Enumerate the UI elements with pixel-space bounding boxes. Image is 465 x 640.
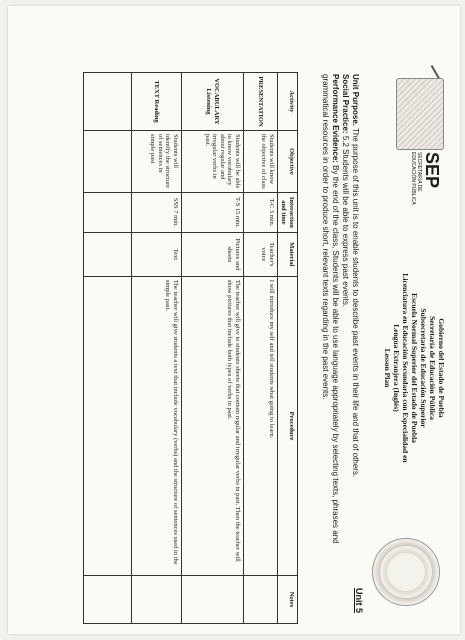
cell-objective — [84, 130, 132, 192]
cell-interaction — [84, 192, 132, 232]
performance-label: Performance Evidence: — [331, 74, 340, 163]
institution-line: Secretaría de Educación Pública — [428, 316, 437, 420]
cell-interaction: T-S 15 min. — [182, 192, 244, 232]
table-row — [132, 73, 182, 624]
performance-text: By the end of the class, Students will be able to use language appropriately by selecting texts, phrases and grammatical resources in order to produce short, relevant texts regarding in the past events. — [321, 74, 340, 544]
sep-title: SEP — [422, 152, 442, 189]
school-seal-icon — [372, 538, 440, 606]
table-row — [182, 73, 244, 624]
rotated-content — [48, 68, 448, 628]
header-objective: Objective — [278, 130, 298, 192]
unit-purpose — [350, 74, 360, 574]
sep-logo-icon — [396, 78, 444, 150]
cell-material — [84, 232, 132, 276]
cell-interaction: T-C 3 min. — [244, 192, 278, 232]
header-notes: Notes — [278, 576, 298, 624]
cell-activity: PRESENTATION — [244, 73, 278, 131]
header-activity: Activity — [278, 73, 298, 131]
cell-activity: TEXT Reading — [132, 73, 182, 131]
cell-procedure: The teacher will give students a text that include vocabulary (verbs) and the structure of sentences used in the simple past. — [132, 276, 182, 575]
social-practice-label: Social Practice: — [341, 74, 350, 134]
cell-material: Pictures and sheets — [182, 232, 244, 276]
institution-block — [383, 268, 446, 468]
institution-line: Licenciatura en Educación Secundaria con Especialidad en — [401, 273, 410, 463]
cell-interaction: SSS 7 min. — [132, 192, 182, 232]
cell-procedure: The teacher will give to students sheets that contain regular and irregular verbs in past. Then the teacher will show pictures that include both types of verbs in past. — [182, 276, 244, 575]
cell-activity: VOCABULARY Listening — [182, 73, 244, 131]
institution-line: Escuela Normal Superior del Estado de Puebla — [410, 293, 419, 443]
cell-procedure: I will introduce my self and tell students what going to learn. — [244, 276, 278, 575]
social-practice-text: 5.2 Students will be able to express past events. — [341, 135, 350, 308]
document-header — [321, 68, 448, 628]
cell-activity — [84, 73, 132, 131]
social-practice — [340, 74, 350, 574]
header-interaction: Interaction and time — [278, 192, 298, 232]
unit-purpose-text: The purpose of this unit is to enable students to describe past events in their life and that of others. — [351, 128, 360, 478]
unit-label: Unit 5 — [354, 588, 364, 614]
cell-notes — [244, 576, 278, 624]
cell-objective: Students will know the objective of class — [244, 130, 278, 192]
cell-notes — [132, 576, 182, 624]
cell-notes — [182, 576, 244, 624]
cell-procedure — [84, 276, 132, 575]
sep-subtitle: SECRETARÍA DE EDUCACIÓN PÚBLICA — [410, 152, 422, 205]
cell-material: Text — [132, 232, 182, 276]
table-row — [84, 73, 132, 624]
header-material: Material — [278, 232, 298, 276]
cell-material: Teacher's voice — [244, 232, 278, 276]
performance-evidence — [320, 74, 340, 574]
unit-purpose-label: Unit Purpose. — [351, 74, 360, 127]
institution-line: Gobierno del Estado de Puebla — [437, 318, 446, 418]
header-procedure: Procedure — [278, 276, 298, 575]
institution-line: Lengua Extranjera (Inglés) — [392, 324, 401, 412]
table-row — [244, 73, 278, 624]
cell-objective: Students will identify the structure of sentences in simple past — [132, 130, 182, 192]
document-page — [8, 6, 460, 634]
lesson-plan-table — [83, 72, 298, 624]
institution-line: Subsecretaría de Educación Superior — [419, 308, 428, 428]
cell-objective: Students will be able to know vocabulary about regular and irregular verbs in past. — [182, 130, 244, 192]
institution-line: Lesson Plan — [383, 348, 392, 388]
table-header-row — [278, 73, 298, 624]
cell-notes — [84, 576, 132, 624]
purpose-block — [320, 74, 360, 574]
